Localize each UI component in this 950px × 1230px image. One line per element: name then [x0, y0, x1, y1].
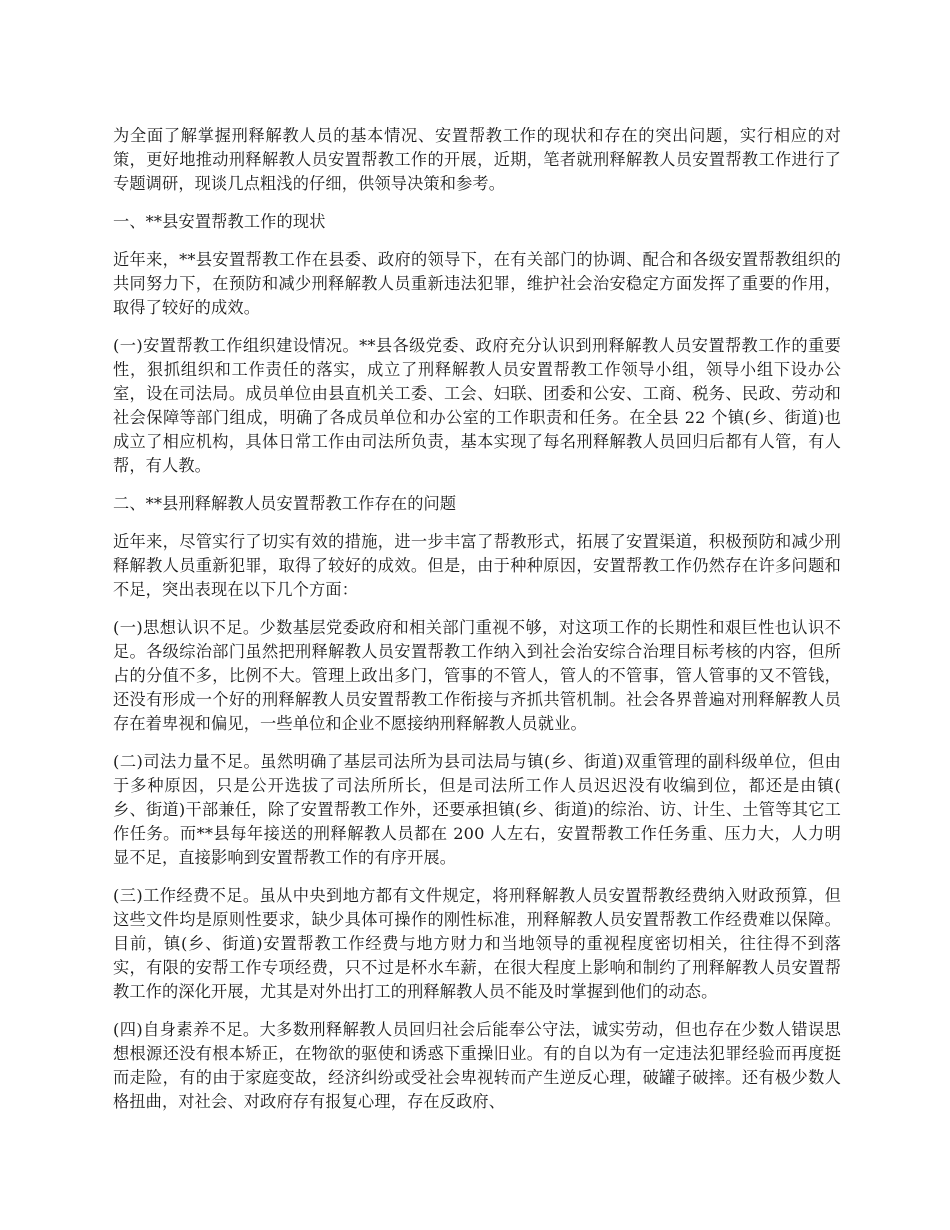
- subsection-2-2-paragraph: (二)司法力量不足。虽然明确了基层司法所为县司法局与镇(乡、街道)双重管理的副科级单位，但由于多种原因，只是公开选拔了司法所所长，但是司法所工作人员迟迟没有收编到位，都还是由镇( 乡、街道)干部兼任，除了安置帮教工作外，还要承担镇(乡、街道)的综治、访、计生、土管等其它工作任务。而**县每年接送的刑释解教人员都在 200 人左右，安置帮教工作任务重、压力大，人力明显不足，直接影响到安置帮教工作的有序开展。: [113, 752, 841, 867]
- subsection-1-1-paragraph: (一)安置帮教工作组织建设情况。**县各级党委、政府充分认识到刑释解教人员安置帮教工作的重要性，狠抓组织和工作责任的落实，成立了刑释解教人员安置帮教工作领导小组，领导小组下设办公室，设在司法局。成员单位由县直机关工委、工会、妇联、团委和公安、工商、税务、民政、劳动和社会保障等部门组成，明确了各成员单位和办公室的工作职责和任务。在全县 22 个镇(乡、街道)也成立了相应机构，具体日常工作由司法所负责，基本实现了每名刑释解教人员回归后都有人管，有人帮，有人教。: [113, 336, 841, 475]
- subsection-2-1-paragraph: (一)思想认识不足。少数基层党委政府和相关部门重视不够，对这项工作的长期性和艰巨性也认识不足。各级综治部门虽然把刑释解教人员安置帮教工作纳入到社会治安综合治理目标考核的内容，但所占的分值不多，比例不大。管理上政出多门，管事的不管人，管人的不管事，管人管事的又不管钱，还没有形成一个好的刑释解教人员安置帮教工作衔接与齐抓共管机制。社会各界普遍对刑释解教人员存在着卑视和偏见，一些单位和企业不愿接纳刑释解教人员就业。: [113, 618, 841, 733]
- subsection-2-3-paragraph: (三)工作经费不足。虽从中央到地方都有文件规定，将刑释解教人员安置帮教经费纳入财政预算，但这些文件均是原则性要求，缺少具体可操作的刚性标准，刑释解教人员安置帮教工作经费难以保障。目前，镇(乡、街道)安置帮教工作经费与地方财力和当地领导的重视程度密切相关，往往得不到落实，有限的安帮工作专项经费，只不过是杯水车薪，在很大程度上影响和制约了刑释解教人员安置帮教工作的深化开展，尤其是对外出打工的刑释解教人员不能及时掌握到他们的动态。: [113, 886, 841, 1001]
- section-2-paragraph: 近年来，尽管实行了切实有效的措施，进一步丰富了帮教形式，拓展了安置渠道，积极预防和减少刑释解教人员重新犯罪，取得了较好的成效。但是，由于种种原因，安置帮教工作仍然存在许多问题和不足，突出表现在以下几个方面：: [113, 532, 841, 599]
- section-1-paragraph: 近年来，**县安置帮教工作在县委、政府的领导下，在有关部门的协调、配合和各级安置帮教组织的共同努力下，在预防和减少刑释解教人员重新违法犯罪，维护社会治安稳定方面发挥了重要的作用，取得了较好的成效。: [113, 250, 841, 317]
- subsection-2-4-paragraph: (四)自身素养不足。大多数刑释解教人员回归社会后能奉公守法，诚实劳动，但也存在少数人错误思想根源还没有根本矫正，在物欲的驱使和诱惑下重操旧业。有的自以为有一定违法犯罪经验而再度挺而走险，有的由于家庭变故，经济纠纷或受社会卑视转而产生逆反心理，破罐子破摔。还有极少数人格扭曲，对社会、对政府存有报复心理，存在反政府、: [113, 1020, 841, 1111]
- document-body: [113, 124, 841, 1128]
- section-heading-2: 二、**县刑释解教人员安置帮教工作存在的问题: [113, 494, 457, 513]
- intro-paragraph: 为全面了解掌握刑释解教人员的基本情况、安置帮教工作的现状和存在的突出问题，实行相应的对策，更好地推动刑释解教人员安置帮教工作的开展，近期，笔者就刑释解教人员安置帮教工作进行了专题调研，现谈几点粗浅的仔细，供领导决策和参考。: [113, 126, 841, 193]
- section-heading-1: 一、**县安置帮教工作的现状: [113, 212, 326, 231]
